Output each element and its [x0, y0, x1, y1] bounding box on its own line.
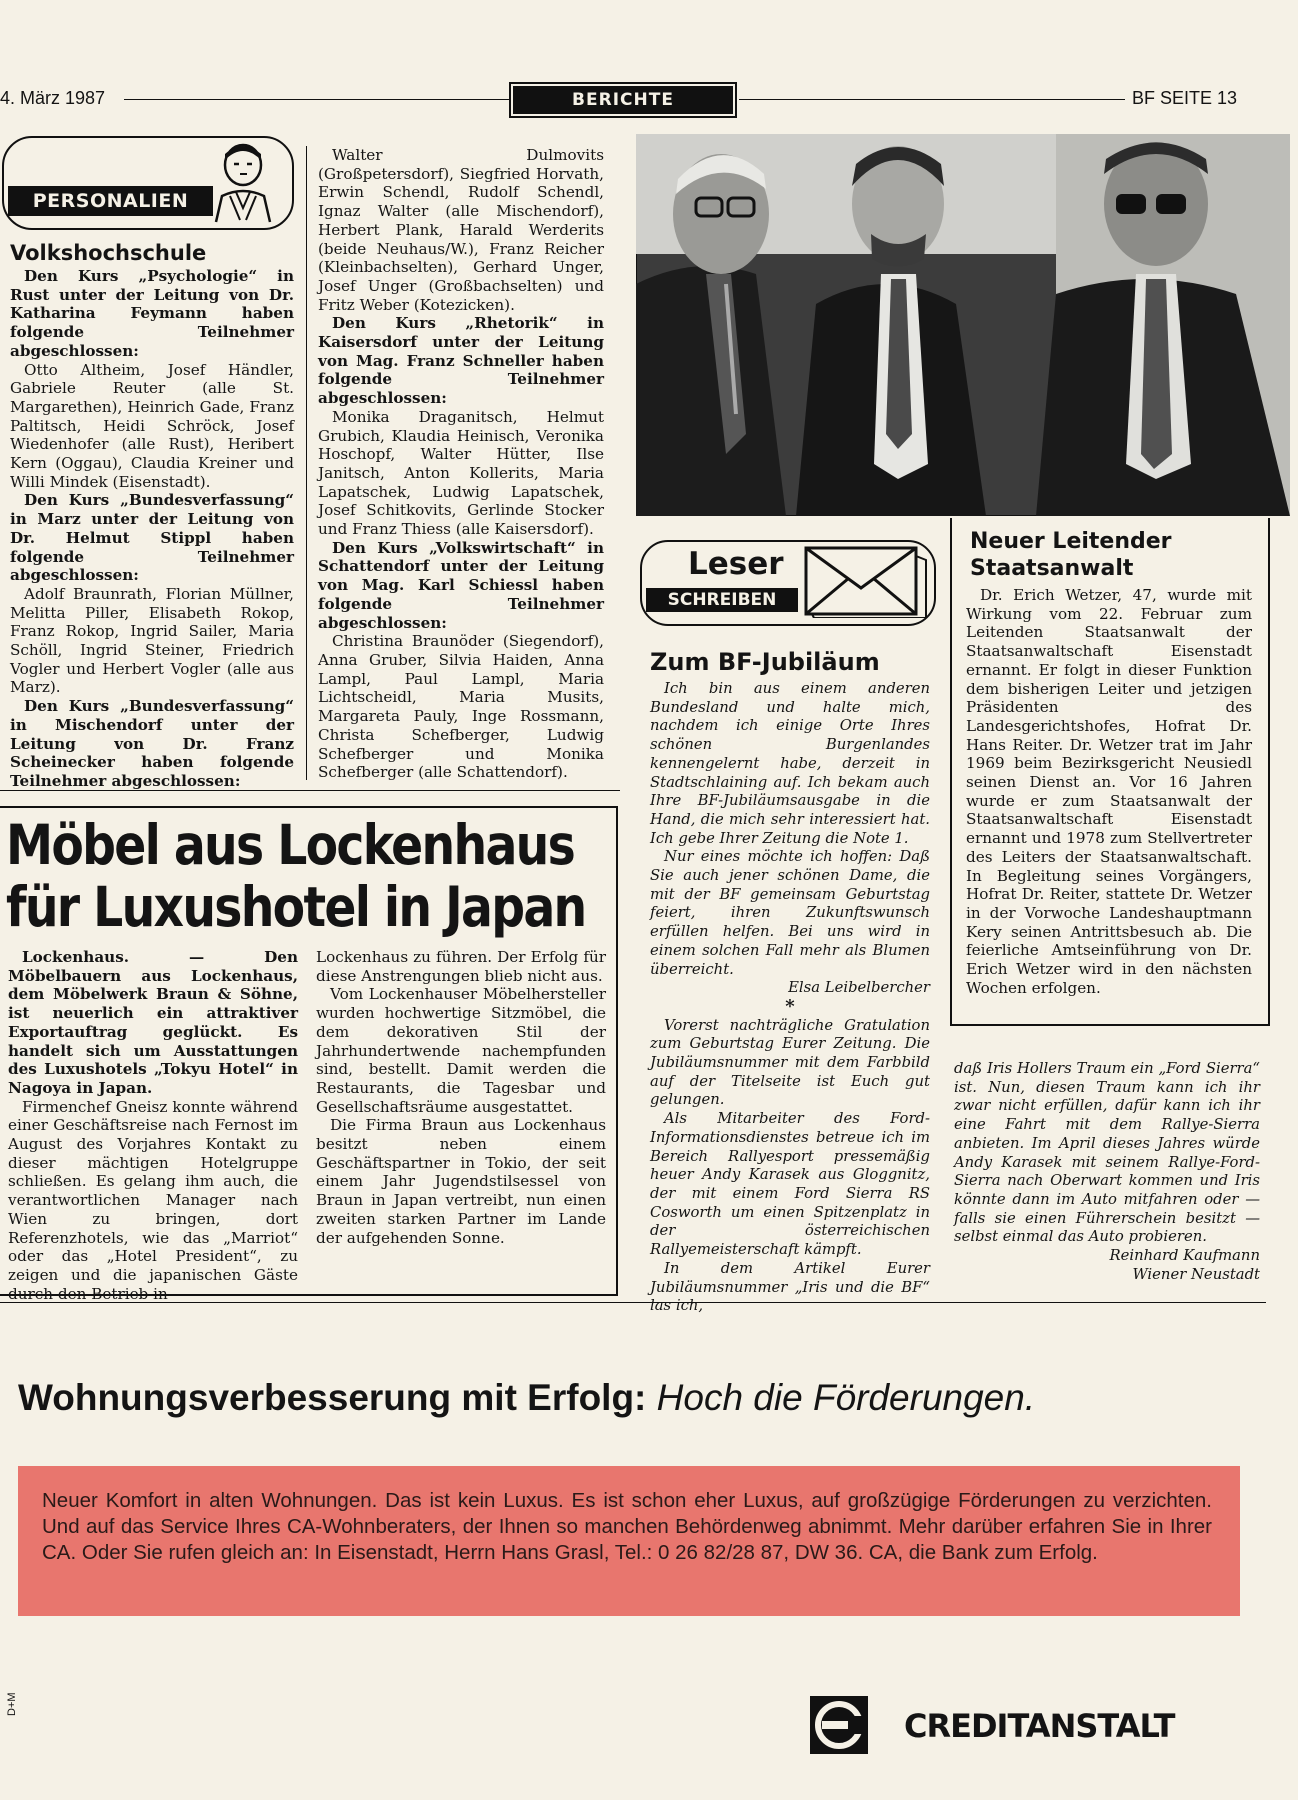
letter-paragraph: daß Iris Hollers Traum ein „Ford Sierra“ ist. Nun, diesen Traum kann ich ihr zwar nicht erfüllen, dafür kann ich ihr eine Fahrt mit dem Rallye-Sierra anbieten. Im April dieses Jahres würde Andy Karasek mit seinem Rallye-Ford-Sierra nach Oberwart kommen und Iris könnte dann im Auto mitfahren oder — falls sie einen Führerschein besitzt — selbst einmal das Auto probieren. [954, 1060, 1260, 1246]
section-rule [0, 790, 620, 791]
person-icon [210, 140, 276, 224]
moebel-column-1 [8, 948, 298, 1303]
letter-paragraph: Als Mitarbeiter des Ford-Informationsdienstes betreue ich im Bereich Rallyesport pressemäßig heuer Andy Karasek aus Gloggnitz, der mit einem Ford Sierra RS Cosworth um einen Spitzenplatz in der österreichischen Rallyemeisterschaft kämpft. [650, 1110, 930, 1259]
moebel-headline-line2: für Luxushotel in Japan [6, 875, 586, 939]
personalien-headline: Volkshochschule [10, 241, 207, 265]
moebel-paragraph: Die Firma Braun aus Lockenhaus besitzt neben einem Geschäftspartner in Tokio, der seit einem Jahr Jugendstilsessel von Braun in Japan vertreibt, nun einen zweiten starken Partner im Lande der aufgehenden Sonne. [316, 1116, 606, 1247]
course-heading: Den Kurs „Bundesverfassung“ in Marz unter der Leitung von Dr. Helmut Stippl haben folgende Teilnehmer abgeschlossen: [10, 491, 294, 585]
personalien-badge: PERSONALIEN [8, 186, 213, 216]
bottom-rule [0, 1302, 1266, 1303]
letter-author: Reinhard Kaufmann [1109, 1247, 1260, 1265]
envelope-icon [804, 546, 928, 618]
staatsanwalt-text [966, 586, 1252, 997]
ad-headline-bold: Wohnungsverbesserung mit Erfolg: [18, 1377, 647, 1418]
staatsanwalt-headline [970, 528, 1172, 582]
personalien-column-1 [10, 267, 294, 791]
letter-author-place: Wiener Neustadt [1132, 1265, 1260, 1283]
ad-red-box [18, 1466, 1240, 1616]
masthead-date: 4. März 1987 [0, 88, 106, 108]
creditanstalt-logo-icon [808, 1694, 870, 1756]
leser-headline: Zum BF-Jubiläum [650, 648, 880, 676]
participant-list: Christina Braunöder (Siegendorf), Anna Gruber, Silvia Haiden, Anna Lampl, Paul Lampl, Maria Lichtscheidl, Maria Musits, Margareta Pauly, Inge Rossmann, Christa Schefberger, Ludwig Schefberger und Monika Schefberger (alle Schattendorf). [318, 632, 604, 782]
course-heading: Den Kurs „Psychologie“ in Rust unter der Leitung von Dr. Katharina Feymann haben folgende Teilnehmer abgeschlossen: [10, 267, 294, 360]
moebel-paragraph: Vom Lockenhauser Möbelhersteller wurden hochwertige Sitzmöbel, die dem dekorativen Stil der Jahrhundertwende nachempfunden sind, bestellt. Damit werden die Restaurants, die Tagesbar und Gesellschaftsräume ausgestattet. [316, 985, 606, 1116]
letter-paragraph: Nur eines möchte ich hoffen: Daß Sie auch jener schönen Dame, die mit der BF gemeinsam Geburtstag feiert, ihren Zukunftswunsch erfüllen helfen. Bei uns wird in einem solchen Fall mehr als Blumen überreicht. [650, 848, 930, 978]
letter-paragraph: Vorerst nachträgliche Gratulation zum Geburtstag Eurer Zeitung. Die Jubiläumsnummer mit dem Farbbild auf der Titelseite ist Euch gut gelungen. [650, 1016, 930, 1109]
participant-list: Monika Draganitsch, Helmut Grubich, Klaudia Heinisch, Veronika Hoschopf, Walter Hütter, Ilse Janitsch, Anton Kollerits, Maria Lapatschek, Ludwig Lapatschek, Josef Schitkovits, Gerlinde Stocker und Franz Thiess (alle Kaisersdorf). [318, 407, 604, 539]
leser-logo [640, 540, 940, 630]
masthead-section: BERICHTE [513, 86, 733, 114]
leser-logo-bottom: SCHREIBEN [646, 588, 798, 612]
moebel-paragraph: Firmenchef Gneisz konnte während einer Geschäftsreise nach Fernost im August des Vorjahres Kontakt zu dieser mächtigen Hotelgruppe schließen. Es gelang ihm auch, die verantwortlichen Manager nach Wien zu bringen, dort Referenzhotels, wie das „Marriot“ oder das „Hotel President“, zu zeigen und die japanischen Gäste durch den Betrieb in [8, 1097, 298, 1303]
masthead-page: BF SEITE 13 [1132, 88, 1238, 108]
personalien-logo [2, 134, 296, 232]
leser-column-2 [954, 1060, 1260, 1284]
staatsanwalt-headline-line1: Neuer Leitender [970, 529, 1172, 554]
staatsanwalt-body: Dr. Erich Wetzer, 47, wurde mit Wirkung vom 22. Februar zum Leitenden Staatsanwalt der Staatsanwaltschaft Eisenstadt ernannt. Er folgt in dieser Funktion dem bisherigen Leiter und jetzigen Präsidenten des Landesgerichtshofes, Hofrat Dr. Hans Reiter. Dr. Wetzer trat im Jahr 1969 beim Bezirksgericht Neusiedl seinen Dienst an. Vor 16 Jahren wurde er zum Staatsanwalt der Staatsanwaltschaft Eisenstadt ernannt und 1978 zum Stellvertreter des Leiters der Staatsanwaltschaft. In Begleitung seines Vorgängers, Hofrat Dr. Reiter, stattete Dr. Wetzer in der Vorwoche Landeshauptmann Kery seinen Antrittsbesuch ab. Die feierliche Amtseinführung von Dr. Erich Wetzer wird in den nächsten Wochen erfolgen. [966, 586, 1252, 997]
letter-paragraph: Ich bin aus einem anderen Bundesland und halte mich, nachdem ich einige Orte Ihres schönen Burgenlandes kennengelernt habe, derzeit in Stadtschlaining auf. Ich bekam auch Ihre BF-Jubiläumsausgabe in die Hand, die mich sehr interessiert hat. Ich gebe Ihrer Zeitung die Note 1. [650, 680, 930, 847]
moebel-headline-line1: Möbel aus Lockenhaus [6, 813, 575, 877]
masthead-rule-left [124, 99, 509, 100]
personalien-column-2 [318, 146, 604, 782]
ad-body: Neuer Komfort in alten Wohnungen. Das ist kein Luxus. Es ist schon eher Luxus, auf großzügige Förderungen zu verzichten. Und auf das Service Ihres CA-Wohnberaters, der Ihnen so manchen Behördenweg abnimmt. Mehr darüber erfahren Sie in Ihrer CA. Oder Sie rufen gleich an: In Eisenstadt, Herrn Hans Grasl, Tel.: 0 26 82/28 87, DW 36. CA, die Bank zum Erfolg. [42, 1489, 1212, 1564]
moebel-lead: Lockenhaus. — Den Möbelbauern aus Lockenhaus, dem Möbelwerk Braun & Söhne, ist neuerlich ein attraktiver Exportauftrag geglückt. Es handelt sich um Ausstattungen des Luxushotels „Tokyu Hotel“ in Nagoya in Japan. [8, 948, 298, 1097]
leser-column-1 [650, 680, 930, 1316]
ad-headline-light: Hoch die Förderungen. [656, 1377, 1036, 1418]
press-photo [636, 134, 1290, 516]
ad-headline [18, 1376, 1035, 1420]
ad-brand: CREDITANSTALT [904, 1707, 1175, 1745]
participant-list: Otto Altheim, Josef Händler, Gabriele Reuter (alle St. Margarethen), Heinrich Gade, Franz Paltitsch, Heidi Schröck, Josef Wiedenhofer (alle Rust), Heribert Kern (Oggau), Claudia Kreiner und Willi Mindek (Eisenstadt). [10, 360, 294, 491]
column-rule [306, 146, 307, 780]
leser-logo-top: Leser [688, 546, 784, 582]
letter-separator: * [785, 995, 795, 1017]
letter-author: Elsa Leibelbercher [788, 979, 930, 997]
course-heading: Den Kurs „Rhetorik“ in Kaisersdorf unter der Leitung von Mag. Franz Schneller haben folgende Teilnehmer abgeschlossen: [318, 314, 604, 408]
masthead-rule-right [739, 99, 1125, 100]
staatsanwalt-headline-line2: Staatsanwalt [970, 556, 1134, 581]
participant-list: Walter Dulmovits (Großpetersdorf), Siegfried Horvath, Erwin Schendl, Rudolf Schendl, Ignaz Walter (alle Mischendorf), Herbert Plank, Harald Werderits (beide Neuhaus/W.), Franz Reicher (Kleinbachselten), Gerhard Unger, Josef Unger (Großbachselten) und Fritz Weber (Kotezicken). [318, 146, 604, 314]
course-heading: Den Kurs „Bundesverfassung“ in Mischendorf unter der Leitung von Dr. Franz Scheinecker haben folgende Teilnehmer abgeschlossen: [10, 697, 294, 790]
moebel-headline [6, 814, 586, 938]
letter-paragraph: In dem Artikel Eurer Jubiläumsnummer „Iris und die BF“ las ich, [650, 1259, 930, 1315]
course-heading: Den Kurs „Volkswirtschaft“ in Schattendorf unter der Leitung von Mag. Karl Schiessl haben folgende Teilnehmer abgeschlossen: [318, 538, 604, 632]
moebel-paragraph: Lockenhaus zu führen. Der Erfolg für diese Anstrengungen blieb nicht aus. [316, 948, 606, 985]
ad-agency: D+M [6, 1692, 18, 1716]
participant-list: Adolf Braunrath, Florian Müllner, Melitta Piller, Elisabeth Rokop, Franz Rokop, Ingrid Sailer, Maria Schöll, Ingrid Steiner, Friedrich Vogler und Herbert Vogler (alle aus Marz). [10, 584, 294, 697]
moebel-column-2 [316, 948, 606, 1247]
